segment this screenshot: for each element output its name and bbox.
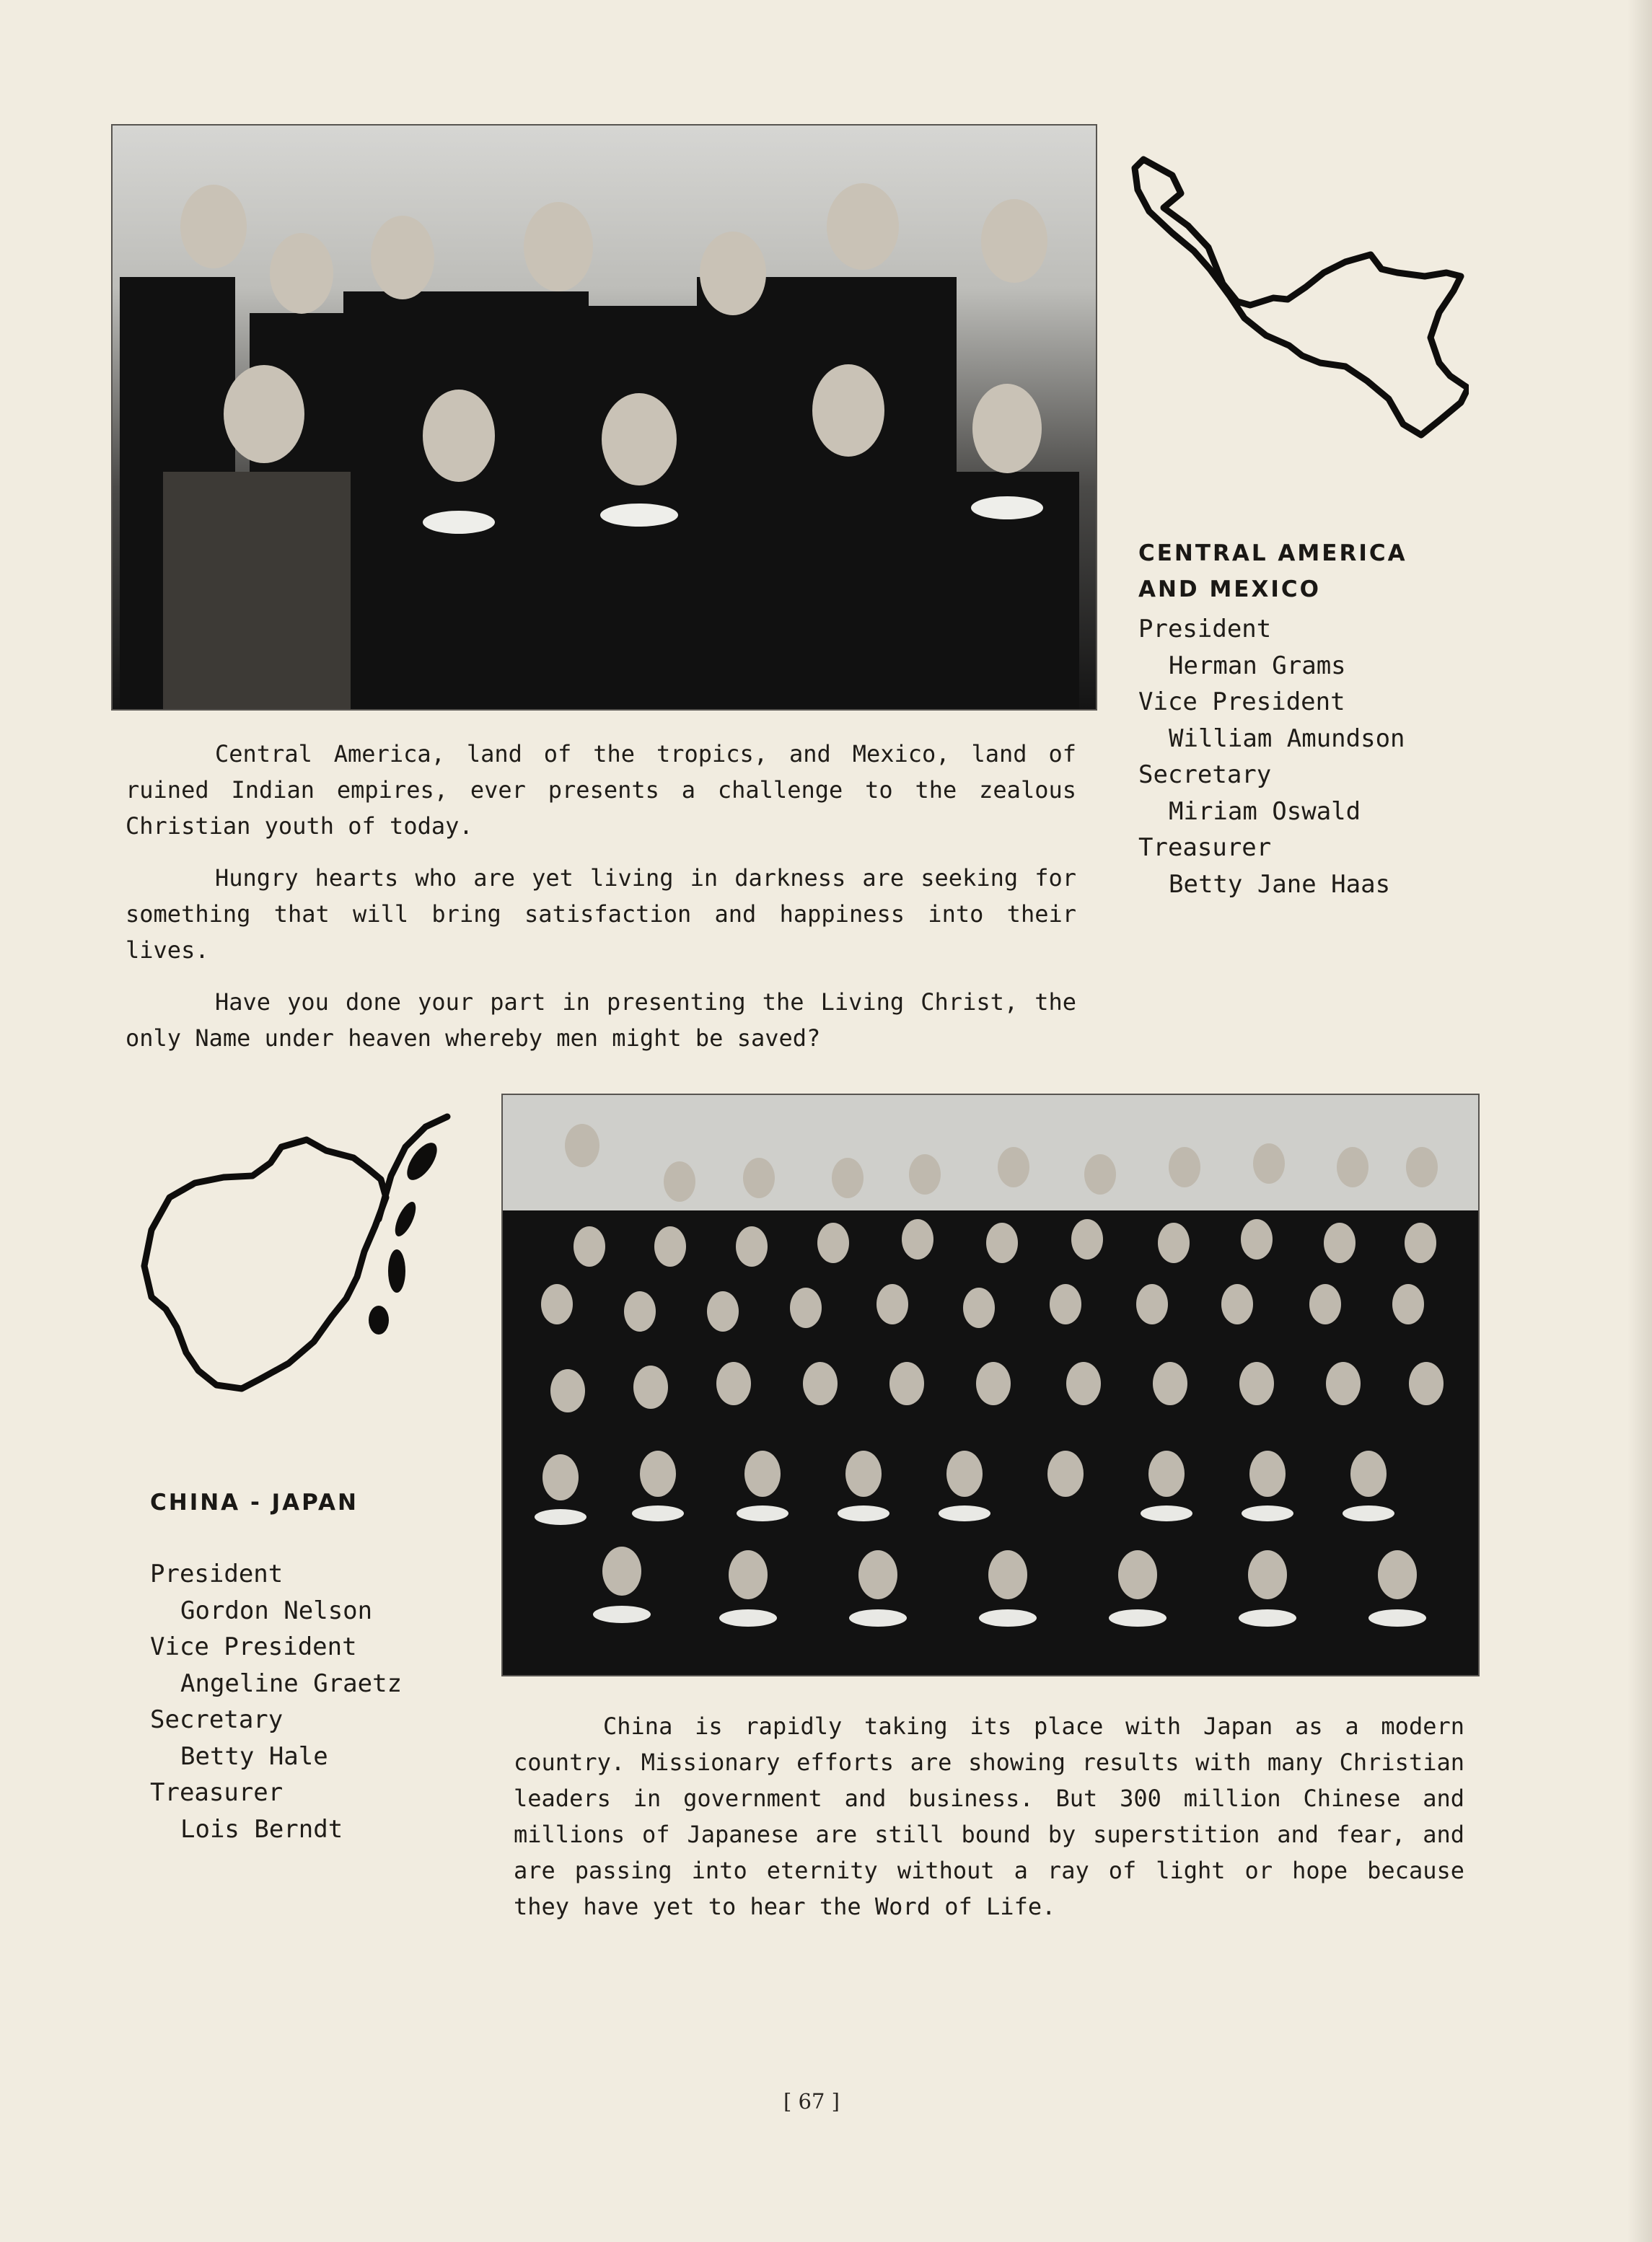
officer-role: President bbox=[1138, 615, 1272, 643]
officer-name: Herman Grams bbox=[1169, 651, 1346, 680]
officer-role: Treasurer bbox=[150, 1778, 284, 1807]
paragraph: Hungry hearts who are yet living in darkness are seeking for something that will bring satisfaction and happiness into their lives. bbox=[126, 864, 1076, 964]
officer-role: President bbox=[150, 1560, 284, 1588]
group-photo-china-japan bbox=[501, 1094, 1480, 1676]
paragraph: China is rapidly taking its place with Japan as a modern country. Missionary efforts are showing results with many Christian leaders in government and business. But 300 million Chinese and millions of Japanese are still bound by superstition and fear, and are passing into eternity without a ray of light or hope because they have yet to hear the Word of Life. bbox=[514, 1713, 1464, 1920]
officer-name: Betty Hale bbox=[180, 1741, 328, 1771]
officer-role: Vice President bbox=[1138, 687, 1345, 716]
map-china-japan bbox=[137, 1111, 470, 1399]
section-heading-china-japan: CHINA - JAPAN bbox=[150, 1490, 359, 1516]
paragraph: Have you done your part in presenting the Living Christ, the only Name under heaven whereby men might be saved? bbox=[126, 988, 1076, 1052]
section-heading-central-america: CENTRAL AMERICA AND MEXICO bbox=[1138, 540, 1407, 602]
group-photo-central-america-mexico bbox=[111, 124, 1097, 711]
page-number: [ 67 ] bbox=[783, 2089, 840, 2114]
officer-name: Gordon Nelson bbox=[180, 1596, 373, 1625]
officer-name: Lois Berndt bbox=[180, 1814, 343, 1844]
body-text-china-japan bbox=[514, 1708, 1464, 1925]
officer-name: Miriam Oswald bbox=[1169, 796, 1361, 826]
officers-list-central-america bbox=[1138, 611, 1470, 902]
paragraph: Central America, land of the tropics, and Mexico, land of ruined Indian empires, ever presents a challenge to the zealous Christian youth of today. bbox=[126, 740, 1076, 840]
officer-name: William Amundson bbox=[1169, 724, 1405, 753]
officer-role: Secretary bbox=[150, 1705, 284, 1734]
officer-role: Vice President bbox=[150, 1632, 357, 1661]
officer-role: Secretary bbox=[1138, 760, 1272, 789]
officer-name: Angeline Graetz bbox=[180, 1669, 403, 1698]
officers-list-china-japan bbox=[150, 1556, 453, 1847]
map-central-america-mexico bbox=[1129, 146, 1469, 442]
page-edge-shadow bbox=[1627, 0, 1652, 2242]
officer-role: Treasurer bbox=[1138, 833, 1272, 862]
officer-name: Betty Jane Haas bbox=[1169, 869, 1391, 899]
body-text-central-america bbox=[126, 736, 1076, 1056]
